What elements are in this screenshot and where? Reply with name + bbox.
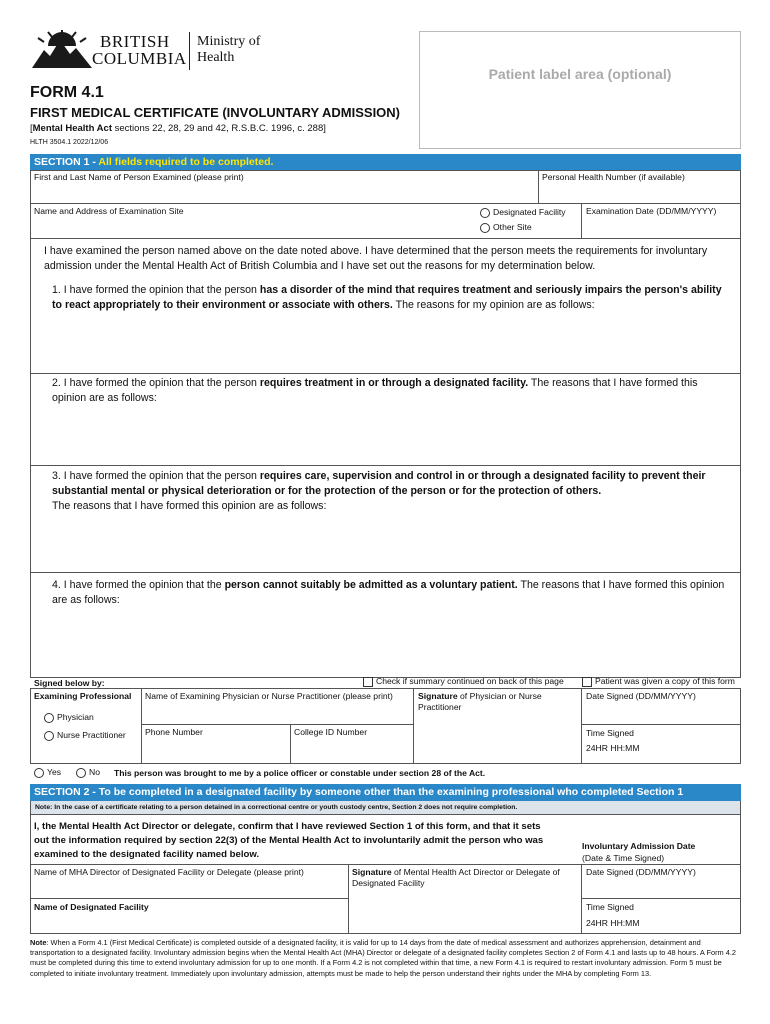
section2-note: Note: In the case of a certificate relating to a person detained in a correctional centre or youth custody centre, Section 2 does not require completion. — [30, 801, 741, 814]
footer-note: Note: When a Form 4.1 (First Medical Certificate) is completed outside of a designated facility, it is valid for up to 14 days from the date of medical assessment and authorizes apprehension, detainment and transportation to a designated facility. Involuntary admission begins when the Mental Health Act (MHA) Director or delegate of a designated facility completes Section 2 of Form 4.1 and lasts up to 48 hours. A Form 4.2 must be completed during this time to extend involuntary admission for up to one month. If a Form 4.2 is not completed within that time, a new Form 4.1 is required to restart involuntary admission. Form 5 must be completed to initiate involuntary treatment. Immediately upon involuntary admission, attempts must be made to help the person understand their rights under the MHA by completing Form 13. — [30, 938, 737, 978]
section2-time-format: 24HR HH:MM — [586, 918, 640, 928]
phn-label: Personal Health Number (if available) — [542, 172, 685, 182]
other-site-radio[interactable] — [480, 223, 490, 233]
summary-continued-option[interactable]: Check if summary continued on back of this page — [363, 676, 564, 687]
opinion-2: 2. I have formed the opinion that the person requires treatment in or through a designated facility. The reasons that I have formed this opinion are as follows: — [52, 377, 698, 404]
police-text: This person was brought to me by a police officer or constable under section 28 of the Act. — [114, 768, 486, 778]
designated-facility-radio[interactable] — [480, 208, 490, 218]
admission-date-label: Involuntary Admission Date — [582, 841, 696, 851]
section2-confirmation: I, the Mental Health Act Director or delegate, confirm that I have reviewed Section 1 of this form, and that it sets out the information required by section 22(3) of the Mental Health Act to involuntarily admit the person who was examined to the designated facility named below. — [34, 821, 544, 860]
nurse-practitioner-option[interactable]: Nurse Practitioner — [44, 730, 126, 741]
patient-label-area[interactable] — [419, 31, 741, 149]
police-yes-radio[interactable] — [34, 768, 44, 778]
section2-date-signed-label: Date Signed (DD/MM/YYYY) — [586, 867, 696, 877]
examiner-name-input[interactable] — [145, 704, 407, 720]
section2-header: SECTION 2 - To be completed in a designated facility by someone other than the examining professional who completed Section 1 — [30, 784, 741, 801]
physician-option[interactable]: Physician — [44, 712, 94, 723]
phn-input[interactable] — [542, 185, 737, 201]
signed-below-by: Signed below by: — [34, 678, 105, 688]
form-code: HLTH 3504.1 2022/12/06 — [30, 139, 109, 146]
declaration-text: I have examined the person named above on the date noted above. I have determined that the person meets the requirements for involuntary admission under the Mental Health Act of British Columbia and I have set out the reasons for my determination below. — [44, 245, 708, 272]
exam-date-label: Examination Date (DD/MM/YYYY) — [586, 206, 717, 216]
form-number: FORM 4.1 — [30, 84, 104, 101]
opinion-3: 3. I have formed the opinion that the person requires care, supervision and control in or through a designated facility to prevent their substantial mental or physical deterioration or for the protection of the person or for the protection of others. The reasons that I have formed this opinion are as follows: — [52, 470, 706, 512]
section2-date-signed-input[interactable] — [586, 880, 736, 896]
exam-date-input[interactable] — [586, 219, 736, 235]
opinion-1: 1. I have formed the opinion that the person has a disorder of the mind that requires treatment and seriously impairs the person's ability to react appropriately to their environment or associate with others. The reasons for my opinion are as follows: — [52, 284, 722, 311]
other-site-option[interactable]: Other Site — [480, 222, 532, 233]
physician-radio[interactable] — [44, 713, 54, 723]
director-name-label: Name of MHA Director of Designated Facility or Delegate (please print) — [34, 867, 304, 877]
section2-time-signed-label: Time Signed — [586, 902, 634, 912]
police-yes-option[interactable]: Yes — [34, 767, 61, 778]
phone-input[interactable] — [145, 742, 285, 760]
form-title: FIRST MEDICAL CERTIFICATE (INVOLUNTARY ADMISSION) — [30, 105, 401, 120]
designated-facility-option[interactable]: Designated Facility — [480, 207, 566, 218]
act-reference: [Mental Health Act sections 22, 28, 29 and 42, R.S.B.C. 1996, c. 288] — [30, 123, 326, 134]
patient-copy-checkbox[interactable] — [582, 677, 592, 687]
patient-label-text: Patient label area (optional) — [488, 66, 672, 82]
patient-copy-option[interactable]: Patient was given a copy of this form — [582, 676, 735, 687]
college-id-label: College ID Number — [294, 727, 368, 737]
summary-continued-checkbox[interactable] — [363, 677, 373, 687]
time-signed-label: Time Signed — [586, 728, 634, 738]
facility-label: Name of Designated Facility — [34, 902, 149, 912]
date-signed-input[interactable] — [586, 704, 736, 720]
person-name-input[interactable] — [34, 185, 534, 201]
admission-date-sub: (Date & Time Signed) — [582, 853, 665, 863]
director-name-input[interactable] — [34, 880, 344, 896]
facility-input[interactable] — [34, 915, 344, 931]
ministry-line-2: Health — [197, 50, 235, 65]
nurse-practitioner-radio[interactable] — [44, 731, 54, 741]
site-input[interactable] — [34, 218, 474, 236]
section1-header: SECTION 1 - All fields required to be completed. — [30, 154, 741, 170]
date-signed-label: Date Signed (DD/MM/YYYY) — [586, 691, 696, 701]
opinion-4: 4. I have formed the opinion that the person cannot suitably be admitted as a voluntary patient. The reasons that I have formed this opinion are as follows: — [52, 579, 725, 606]
bc-logo — [30, 28, 270, 74]
police-no-radio[interactable] — [76, 768, 86, 778]
site-label: Name and Address of Examination Site — [34, 206, 184, 216]
time-format: 24HR HH:MM — [586, 743, 640, 753]
logo-line-1: BRITISH — [100, 32, 170, 51]
examiner-name-label: Name of Examining Physician or Nurse Practitioner (please print) — [145, 691, 393, 701]
college-id-input[interactable] — [294, 742, 409, 760]
person-name-label: First and Last Name of Person Examined (please print) — [34, 172, 244, 182]
logo-line-2: COLUMBIA — [92, 49, 187, 68]
police-no-option[interactable]: No — [76, 767, 100, 778]
director-signature-label: Signature of Mental Health Act Director or Delegate of Designated Facility — [352, 867, 560, 888]
examiner-signature-label: Signature of Physician or Nurse Practitioner — [418, 691, 542, 712]
examining-professional-label: Examining Professional — [34, 691, 132, 701]
phone-label: Phone Number — [145, 727, 203, 737]
ministry-line-1: Ministry of — [197, 34, 261, 49]
sun-mountain-logo-icon — [30, 28, 94, 72]
